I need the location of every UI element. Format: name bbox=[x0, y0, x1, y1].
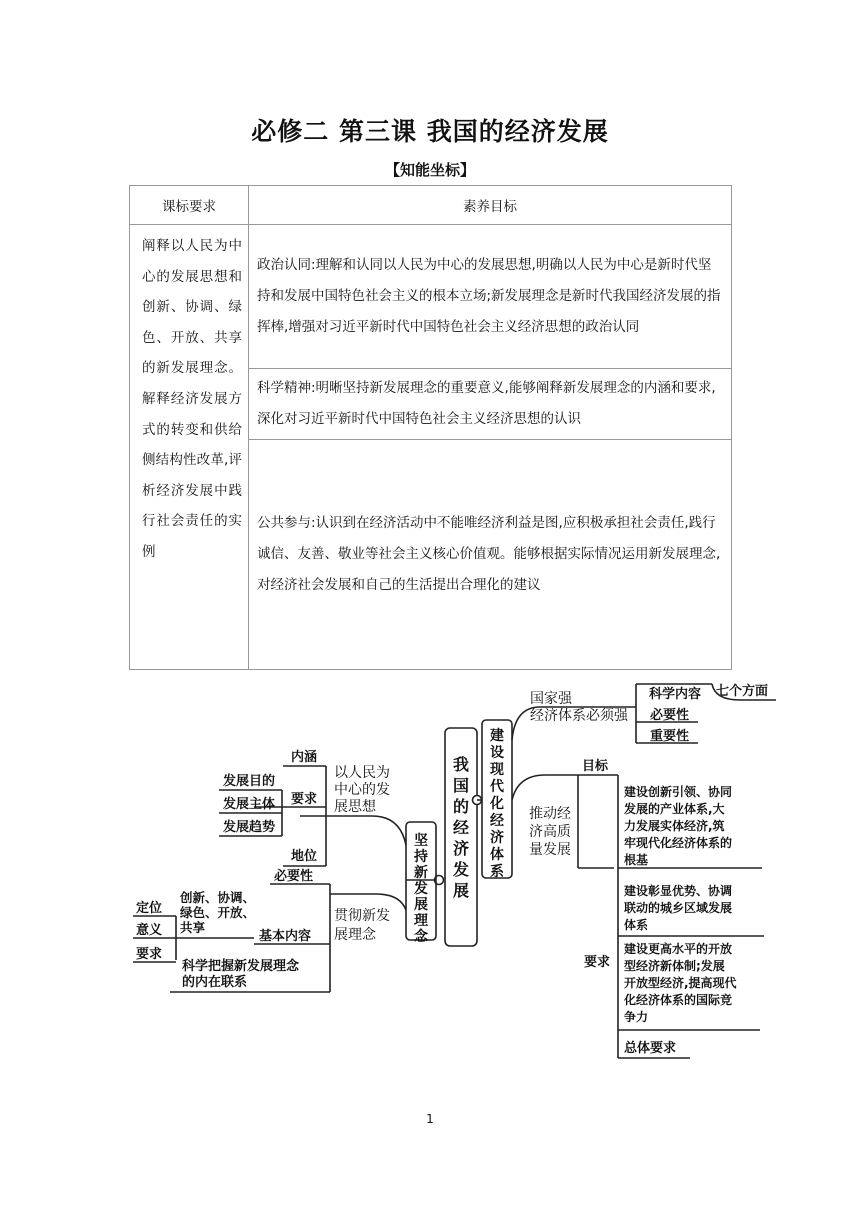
goal-scientific-spirit: 科学精神:明晰坚持新发展理念的重要意义,能够阐释新发展理念的内涵和要求,深化对习近平新时代中国特色社会主义经济思想的认识 bbox=[249, 369, 732, 440]
req-item: 发展目的 bbox=[223, 774, 276, 789]
diwei-label: 地位 bbox=[291, 849, 318, 864]
implement-label: 贯彻新发展理念 bbox=[334, 908, 390, 943]
yaoqiu-label: 要求 bbox=[291, 792, 318, 807]
req-list-item: 建设彰显优势、协调联动的城乡区域发展体系 bbox=[624, 884, 733, 932]
req-list-item: 建设更高水平的开放型经济新体制;发展开放型经济,提高现代化经济体系的国际竞争力 bbox=[624, 942, 737, 1024]
mubiao-label: 目标 bbox=[582, 759, 609, 774]
strong-label: 国家强经济体系必须强 bbox=[530, 691, 628, 724]
goal-political-identity: 政治认同:理解和认同以人民为中心的发展思想,明确以人民为中心是新时代坚持和发展中国特色社会主义的根本立场;新发展理念是新时代我国经济发展的指挥棒,增强对习近平新时代中国特色社会主义经济思想的政治认同 bbox=[249, 225, 732, 369]
yaoqiu2-label: 要求 bbox=[584, 955, 611, 970]
neihan-label: 内涵 bbox=[291, 750, 318, 765]
page-title: 必修二 第三课 我国的经济发展 bbox=[251, 117, 609, 146]
basic-content-label: 基本内容 bbox=[259, 929, 312, 944]
five-ideas-label: 创新、协调、绿色、开放、共享 bbox=[180, 890, 256, 935]
header-curriculum-requirement: 课标要求 bbox=[130, 186, 249, 225]
curriculum-requirement-cell: 阐释以人民为中心的发展思想和创新、协调、绿色、开放、共享的新发展理念。解释经济发展方式的转变和供给侧结构性改革,评析经济发展中践行社会责任的实例 bbox=[130, 225, 249, 670]
goal-public-participation: 公共参与:认识到在经济活动中不能唯经济利益是图,应积极承担社会责任,践行诚信、友善、敬业等社会主义核心价值观。能够根据实际情况运用新发展理念,对经济社会发展和自己的生活提出合理化的建议 bbox=[249, 439, 732, 669]
center-label: 我国的经济发展 bbox=[452, 755, 470, 900]
five-item: 意义 bbox=[136, 923, 163, 938]
left-branch-label: 坚持新发展理念 bbox=[414, 833, 428, 945]
seven-aspects-label: 七个方面 bbox=[716, 684, 769, 699]
grasp-label: 科学把握新发展理念的内在联系 bbox=[182, 959, 300, 990]
header-literacy-goal: 素养目标 bbox=[249, 186, 732, 225]
biyaoxing-label: 必要性 bbox=[274, 869, 314, 884]
promote-label: 推动经济高质量发展 bbox=[529, 806, 571, 858]
goal-text: 建设创新引领、协同发展的产业体系,大力发展实体经济,筑牢现代化经济体系的根基 bbox=[624, 785, 733, 867]
right-branch-label: 建设现代化经济体系 bbox=[490, 728, 504, 880]
req-item: 发展主体 bbox=[223, 797, 276, 812]
people-center-label: 以人民为中心的发展思想 bbox=[334, 765, 390, 815]
req-item: 发展趋势 bbox=[223, 820, 276, 835]
five-item: 定位 bbox=[136, 901, 163, 916]
importance-label: 重要性 bbox=[650, 729, 690, 744]
page-number: 1 bbox=[426, 1112, 434, 1126]
five-item: 要求 bbox=[136, 947, 163, 962]
kexue-neirong-label: 科学内容 bbox=[649, 687, 702, 702]
req-list-item: 总体要求 bbox=[624, 1041, 677, 1056]
section-subtitle: 【知能坐标】 bbox=[384, 161, 475, 179]
necessity-label: 必要性 bbox=[650, 708, 690, 723]
